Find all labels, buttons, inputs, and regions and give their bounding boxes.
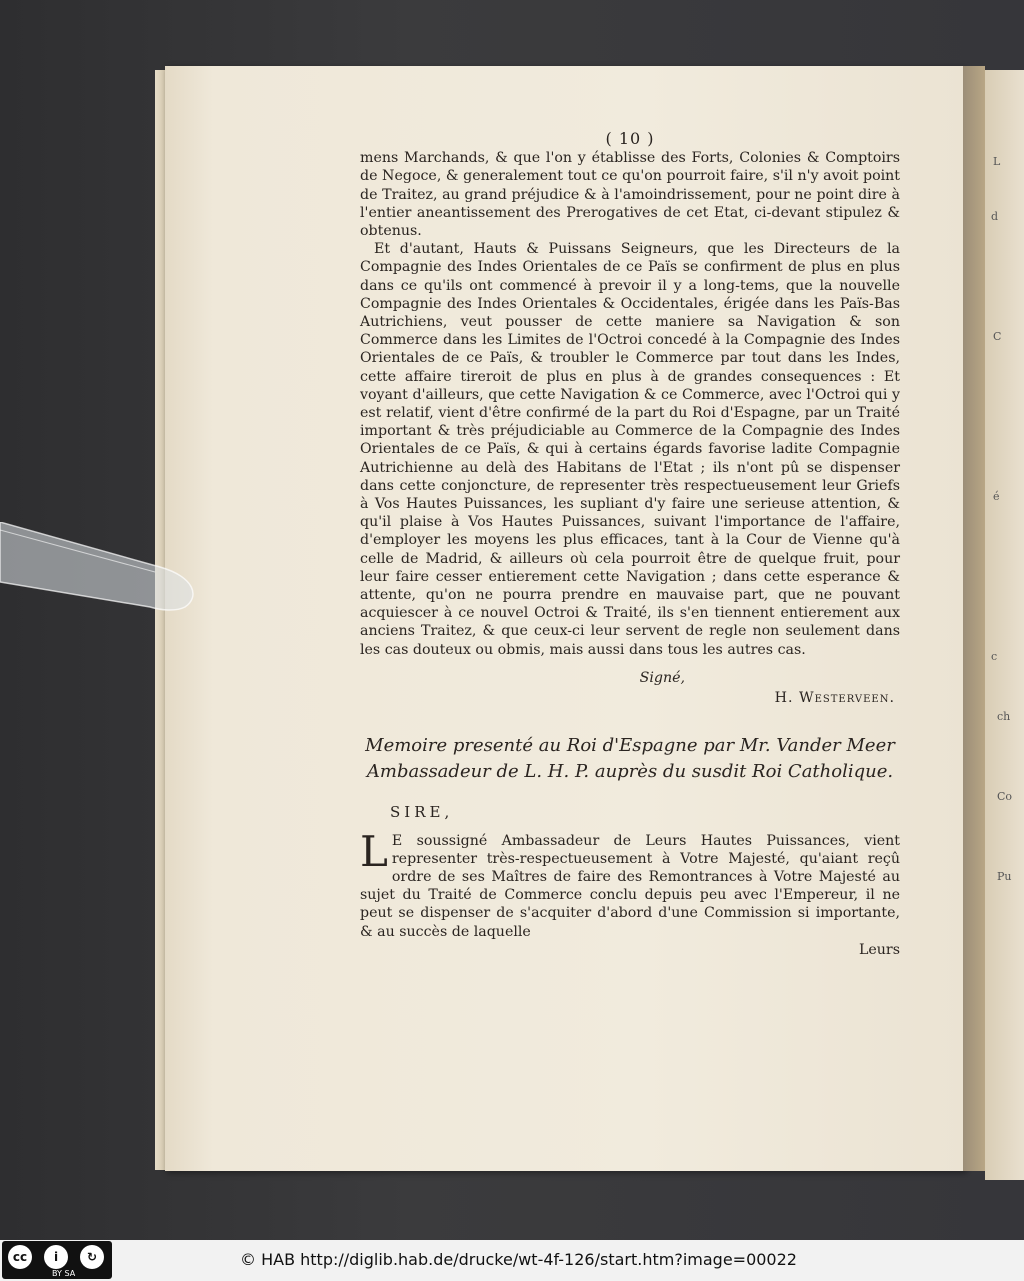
gutter-shadow — [963, 66, 985, 1171]
memoire-body: E soussigné Ambassadeur de Leurs Hautes Puissances, vient representer très-respectueusement à Votre Majesté, qu'aiant reçû ordre de ses Maîtres de faire des Remontrances à Votre Majesté au sujet du Traité de Commerce conclu depuis peu avec l'Empereur, il ne peut se dispenser de s'acquiter d'abord d'une Commission si importante, & au succès de laquelle — [360, 832, 900, 940]
salutation: SIRE, — [390, 803, 454, 822]
copyright-link[interactable]: © HAB http://diglib.hab.de/drucke/wt-4f-126/start.htm?image=00022 — [240, 1250, 797, 1269]
paragraph-continuation: mens Marchands, & que l'on y établisse des Forts, Colonies & Comptoirs de Negoce, & generalement tout ce qu'on pourroit faire, s'il n'y avoit point de Traitez, au grand préjudice & à l'amoindrissement, pour ne point dire à l'entier aneantissement des Prerogatives de cet Etat, ci-devant stipulez & obtenus. — [360, 150, 900, 240]
cc-label: BY SA — [52, 1269, 76, 1278]
drop-cap: L — [360, 826, 388, 876]
page-text — [360, 130, 900, 959]
share-alike-icon: ↻ — [80, 1245, 104, 1269]
memoire-title-line1: Memoire presenté au Roi d'Espagne par Mr. Vander Meer — [365, 735, 895, 757]
paragraph-main: Et d'autant, Hauts & Puissans Seigneurs, que les Directeurs de la Compagnie des Indes Orientales de ce Païs se confirment de plus en plus dans ce qu'ils ont commencé à prevoir il y a long-tems, que la nouvelle Compagnie des Indes Orientales & Occidentales, érigée dans les Païs-Bas Autrichiens, veut pousser de cette maniere sa Navigation & son Commerce dans les Limites de l'Octroi concedé à la Compagnie des Indes Orientales de ce Païs, & troubler le Commerce par tout dans les Indes, cette affaire tireroit de plus en plus à de grandes consequences : Et voyant d'ailleurs, que cette Navigation & ce Commerce, avec l'Octroi qui y est relatif, vient d'être confirmé de la part du Roi d'Espagne, par un Traité important & très préjudiciable au Commerce de la Compagnie des Indes Orientales de ce Païs, & qui à certains égards favorise ladite Compagnie Autrichienne au delà des Habitans de l'Etat ; ils n'ont pû se dispenser dans cette conjoncture, de representer très respectueusement leur Griefs à Vos Hautes Puissances, les supliant d'y faire une serieuse attention, & qu'il plaise à Vos Hautes Puissances, suivant l'importance de l'affaire, d'employer les moyens les plus efficaces, tant à la Cour de Vienne qu'à celle de Madrid, & ailleurs où cela pourroit être de quelque fruit, pour leur faire cesser entierement cette Navigation ; dans cette esperance & attente, qu'on ne pourra prendre en mauvaise part, que ne pouvant acquiescer à ce nouvel Octroi & Traité, ils s'en tiennent entierement aux anciens Traitez, & que ceux-ci leur servent de regle non seulement dans les cas douteux ou obmis, mais aussi dans tous les autres cas. — [360, 241, 900, 658]
signer-name: H. Westerveen. — [774, 690, 895, 707]
catchword: Leurs — [858, 941, 900, 958]
memoire-paragraph — [360, 826, 900, 941]
footer-bar — [0, 1240, 1024, 1281]
page-number: ( 10 ) — [605, 129, 655, 148]
memoire-title-line2: Ambassadeur de L. H. P. auprès du susdit Roi Catholique. — [366, 761, 894, 783]
page-clip — [0, 522, 200, 612]
facing-page-edge: L d C é c ch Co Pu — [985, 70, 1024, 1180]
memoire-title — [360, 733, 900, 785]
cc-icon: cc — [8, 1245, 32, 1269]
attribution-icon: i — [44, 1245, 68, 1269]
signature-label: Signé, — [639, 669, 685, 686]
cc-license-badge[interactable] — [2, 1241, 112, 1279]
